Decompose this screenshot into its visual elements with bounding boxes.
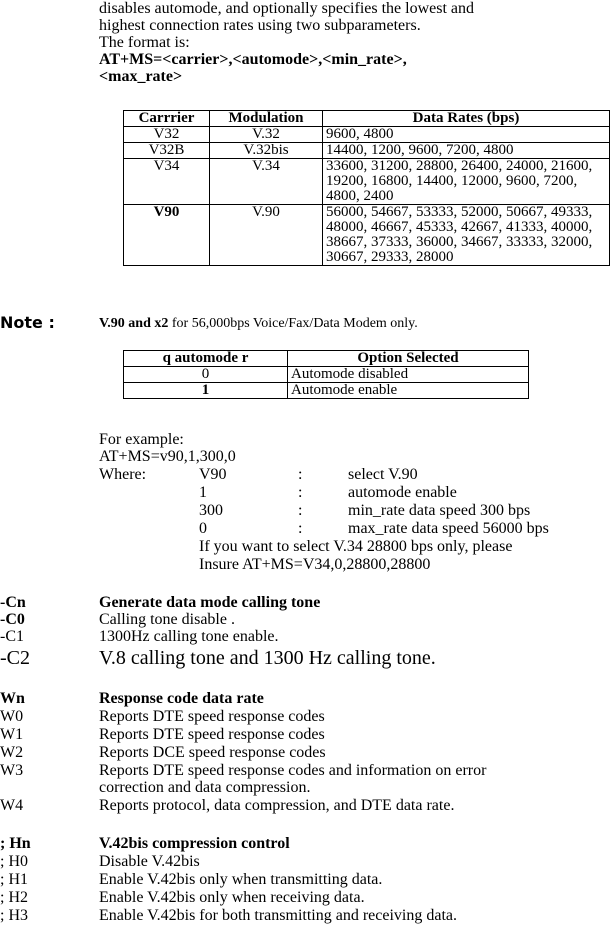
table-row — [124, 127, 610, 143]
intro-text — [99, 0, 474, 85]
modulation-cell: V.34 — [210, 159, 323, 205]
item-code: ; H1 — [0, 871, 28, 888]
table-row — [124, 383, 529, 399]
carrier-cell: V90 — [124, 205, 210, 266]
note-body: for 56,000bps Voice/Fax/Data Modem only. — [168, 316, 418, 331]
rates-cell: 33600, 31200, 28800, 26400, 24000, 21600, 19200, 16800, 14400, 12000, 9600, 7200, 4800, 2400 — [323, 159, 610, 205]
section-title: Response code data rate — [99, 690, 264, 707]
intro-line: disables automode, and optionally specifies the lowest and — [99, 0, 475, 17]
carrier-cell: V32B — [124, 143, 210, 159]
item-code: W1 — [0, 726, 24, 743]
param-value: V90 — [199, 466, 227, 483]
item-desc: V.8 calling tone and 1300 Hz calling tone. — [99, 647, 436, 669]
param-sep: : — [298, 502, 303, 519]
item-code: ; H3 — [0, 907, 28, 924]
automode-value-cell: 0 — [124, 367, 288, 383]
option-cell: Automode disabled — [288, 367, 529, 383]
note-label: Note : — [0, 313, 55, 332]
param-sep: : — [298, 484, 303, 501]
intro-line: The format is: — [99, 34, 190, 51]
example-heading: For example: — [99, 431, 184, 448]
rates-cell: 14400, 1200, 9600, 7200, 4800 — [323, 143, 610, 159]
section-code: Wn — [0, 690, 25, 707]
example-tail: If you want to select V.34 28800 bps only, please — [199, 538, 513, 555]
param-desc: select V.90 — [348, 466, 418, 483]
item-desc: Enable V.42bis only when receiving data. — [99, 889, 365, 906]
param-sep: : — [298, 520, 303, 537]
carrier-cell: V34 — [124, 159, 210, 205]
section-title: V.42bis compression control — [99, 835, 290, 852]
item-desc: Reports DTE speed response codes — [99, 726, 325, 743]
item-desc: Reports DTE speed response codes and information on error — [99, 762, 487, 779]
table-row — [124, 159, 610, 205]
item-desc: Reports DCE speed response codes — [99, 744, 326, 761]
item-code: W0 — [0, 708, 24, 725]
option-cell: Automode enable — [288, 383, 529, 399]
item-desc: Enable V.42bis for both transmitting and receiving data. — [99, 907, 457, 924]
carrier-cell: V32 — [124, 127, 210, 143]
item-code: ; H0 — [0, 853, 28, 870]
column-header: Data Rates (bps) — [323, 111, 610, 127]
where-label: Where: — [99, 466, 147, 483]
table-header-row — [124, 351, 529, 367]
automode-value-cell: 1 — [124, 383, 288, 399]
param-desc: max_rate data speed 56000 bps — [348, 520, 549, 537]
param-sep: : — [298, 466, 303, 483]
item-code: W2 — [0, 744, 24, 761]
item-desc: Disable V.42bis — [99, 853, 200, 870]
modulation-cell: V.32bis — [210, 143, 323, 159]
table-row — [124, 205, 610, 266]
format-line: AT+MS=<carrier>,<automode>,<min_rate>, — [99, 51, 407, 68]
automode-option-table — [123, 350, 529, 399]
rates-cell: 56000, 54667, 53333, 52000, 50667, 49333, 48000, 46667, 45333, 42667, 41333, 40000, 38667, 37333, 36000, 34667, 33333, 32000, 30667, 29333, 28000 — [323, 205, 610, 266]
example-command: AT+MS=v90,1,300,0 — [99, 448, 236, 465]
item-desc: correction and data compression. — [99, 779, 311, 796]
column-header: Modulation — [210, 111, 323, 127]
section-code: ; Hn — [0, 835, 31, 852]
format-line: <max_rate> — [99, 68, 183, 85]
rates-cell: 9600, 4800 — [323, 127, 610, 143]
item-desc: 1300Hz calling tone enable. — [99, 628, 279, 645]
column-header: q automode r — [124, 351, 288, 367]
table-row — [124, 367, 529, 383]
item-code: -C1 — [0, 628, 24, 645]
item-code: W4 — [0, 797, 24, 814]
note-text — [99, 315, 418, 332]
item-code: W3 — [0, 762, 24, 779]
intro-line: highest connection rates using two subparameters. — [99, 17, 421, 34]
section-title: Generate data mode calling tone — [99, 594, 321, 611]
note-bold: V.90 and x2 — [99, 316, 169, 331]
item-code: ; H2 — [0, 889, 28, 906]
example-tail: Insure AT+MS=V34,0,28800,28800 — [199, 556, 431, 573]
item-code: -C2 — [0, 647, 30, 669]
item-desc: Reports DTE speed response codes — [99, 708, 325, 725]
param-value: 0 — [199, 520, 207, 537]
table-row — [124, 143, 610, 159]
item-code: -C0 — [0, 611, 25, 628]
item-desc: Calling tone disable . — [99, 611, 235, 628]
column-header: Option Selected — [288, 351, 529, 367]
data-rates-table — [123, 110, 610, 266]
table-header-row — [124, 111, 610, 127]
param-desc: automode enable — [348, 484, 457, 501]
param-value: 1 — [199, 484, 207, 501]
modulation-cell: V.90 — [210, 205, 323, 266]
item-desc: Enable V.42bis only when transmitting data. — [99, 871, 383, 888]
param-value: 300 — [199, 502, 223, 519]
item-desc: Reports protocol, data compression, and DTE data rate. — [99, 797, 455, 814]
column-header: Carrrier — [124, 111, 210, 127]
modulation-cell: V.32 — [210, 127, 323, 143]
param-desc: min_rate data speed 300 bps — [348, 502, 531, 519]
section-code: -Cn — [0, 594, 26, 611]
